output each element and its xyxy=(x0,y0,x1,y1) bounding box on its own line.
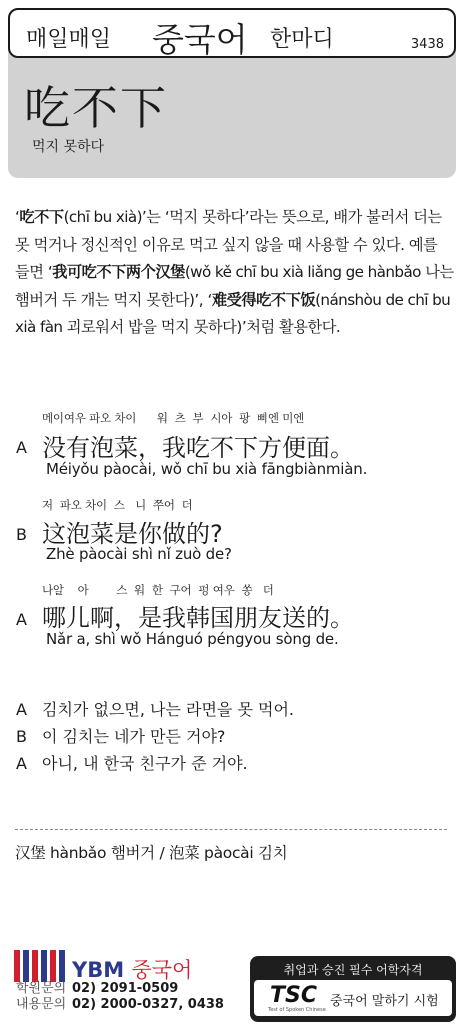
pronunciation-guide: 메이여우 파오 차이 워 츠 부 시아 팡 삐엔 미엔 xyxy=(42,411,305,425)
speaker-label: A xyxy=(16,700,27,719)
headline-phrase: 吃不下 xyxy=(24,81,168,135)
intro-paragraph: ‘吃不下(chī bu xià)’는 ‘먹지 못하다’라는 뜻으로, 배가 불러서 더는 못 먹거나 정신적인 이유로 먹고 싶지 않을 때 사용할 수 있다. 예를 들면 ‘我可吃不下两个汉堡(wǒ kě chī bu xià liǎng ge hànbǎo 나는 햄버거 두 개는 먹지 못한다)’, ‘难受得吃不下饭(nánshòu de chī bu xià fàn 괴로워서 밥을 먹지 못하다)’처럼 활용한다. xyxy=(15,208,454,336)
pronunciation-guide: 나알 아 스 워 한 구어 펑 여우 쏭 더 xyxy=(42,583,274,597)
speaker-label: B xyxy=(16,525,27,544)
tsc-logo: TSC xyxy=(270,983,317,1008)
pinyin-sentence: Nǎr a, shì wǒ Hánguó péngyou sòng de. xyxy=(46,630,339,648)
ybm-logo-icon xyxy=(14,950,66,982)
series-title-part-2: 중국어 xyxy=(152,20,248,59)
contact-phone-1: 02) 2091-0509 xyxy=(72,981,179,996)
speaker-label: A xyxy=(16,438,27,457)
series-title-bar xyxy=(8,8,456,58)
tsc-ad-banner xyxy=(250,956,456,1022)
chinese-sentence: 没有泡菜，我吃不下方便面。 xyxy=(42,434,354,462)
headline-meaning: 먹지 못하다 xyxy=(32,139,105,155)
translation-line xyxy=(16,751,248,774)
ad-box xyxy=(254,980,452,1016)
series-title-part-3: 한마디 xyxy=(270,27,334,52)
translation-line xyxy=(16,724,225,747)
series-title-part-1: 매일매일 xyxy=(26,27,112,52)
translation-text: 김치가 없으면, 나는 라면을 못 먹어. xyxy=(42,700,294,719)
pinyin-sentence: Zhè pàocài shì nǐ zuò de? xyxy=(46,545,232,563)
speaker-label: B xyxy=(16,727,27,746)
divider xyxy=(15,829,447,830)
translation-text: 아니, 내 한국 친구가 준 거야. xyxy=(42,754,248,773)
example-2-chinese: 难受得吃不下饭 xyxy=(211,290,316,309)
vocabulary-note: 汉堡 hànbǎo 햄버거 / 泡菜 pàocài 김치 xyxy=(15,844,288,862)
tsc-logo-subtitle: Test of Spoken Chinese xyxy=(268,1007,326,1013)
example-1-chinese: 我可吃不下两个汉堡 xyxy=(52,263,185,281)
pronunciation-guide: 저 파오 차이 스 니 쭈어 더 xyxy=(42,498,193,512)
term-pinyin: (chī bu xià) xyxy=(63,208,142,226)
brand-name: YBM 중국어 xyxy=(72,958,193,982)
term: 吃不下 xyxy=(19,208,64,226)
speaker-label: A xyxy=(16,754,27,773)
pinyin-sentence: Méiyǒu pàocài, wǒ chī bu xià fāngbiànmiàn. xyxy=(46,460,368,478)
example-2-pinyin: (nánshòu de chī bu xià fàn xyxy=(15,290,451,336)
chinese-sentence: 哪儿啊，是我韩国朋友送的。 xyxy=(42,604,354,632)
chinese-sentence: 这泡菜是你做的? xyxy=(42,520,223,548)
speaker-label: A xyxy=(16,610,27,629)
contact-info: 학원문의 02) 2091-0509 내용문의 02) 2000-0327, 0438 xyxy=(16,981,224,1012)
issue-number: 3438 xyxy=(410,37,444,52)
translation-line xyxy=(16,697,294,720)
translation-text: 이 김치는 네가 만든 거야? xyxy=(42,727,226,746)
contact-phone-2: 02) 2000-0327, 0438 xyxy=(72,997,224,1012)
ad-tagline: 취업과 승진 필수 어학자격 xyxy=(283,963,423,977)
ad-description: 중국어 말하기 시험 xyxy=(330,994,439,1009)
example-1-pinyin: (wǒ kě chī bu xià liǎng ge hànbǎo xyxy=(184,263,421,281)
